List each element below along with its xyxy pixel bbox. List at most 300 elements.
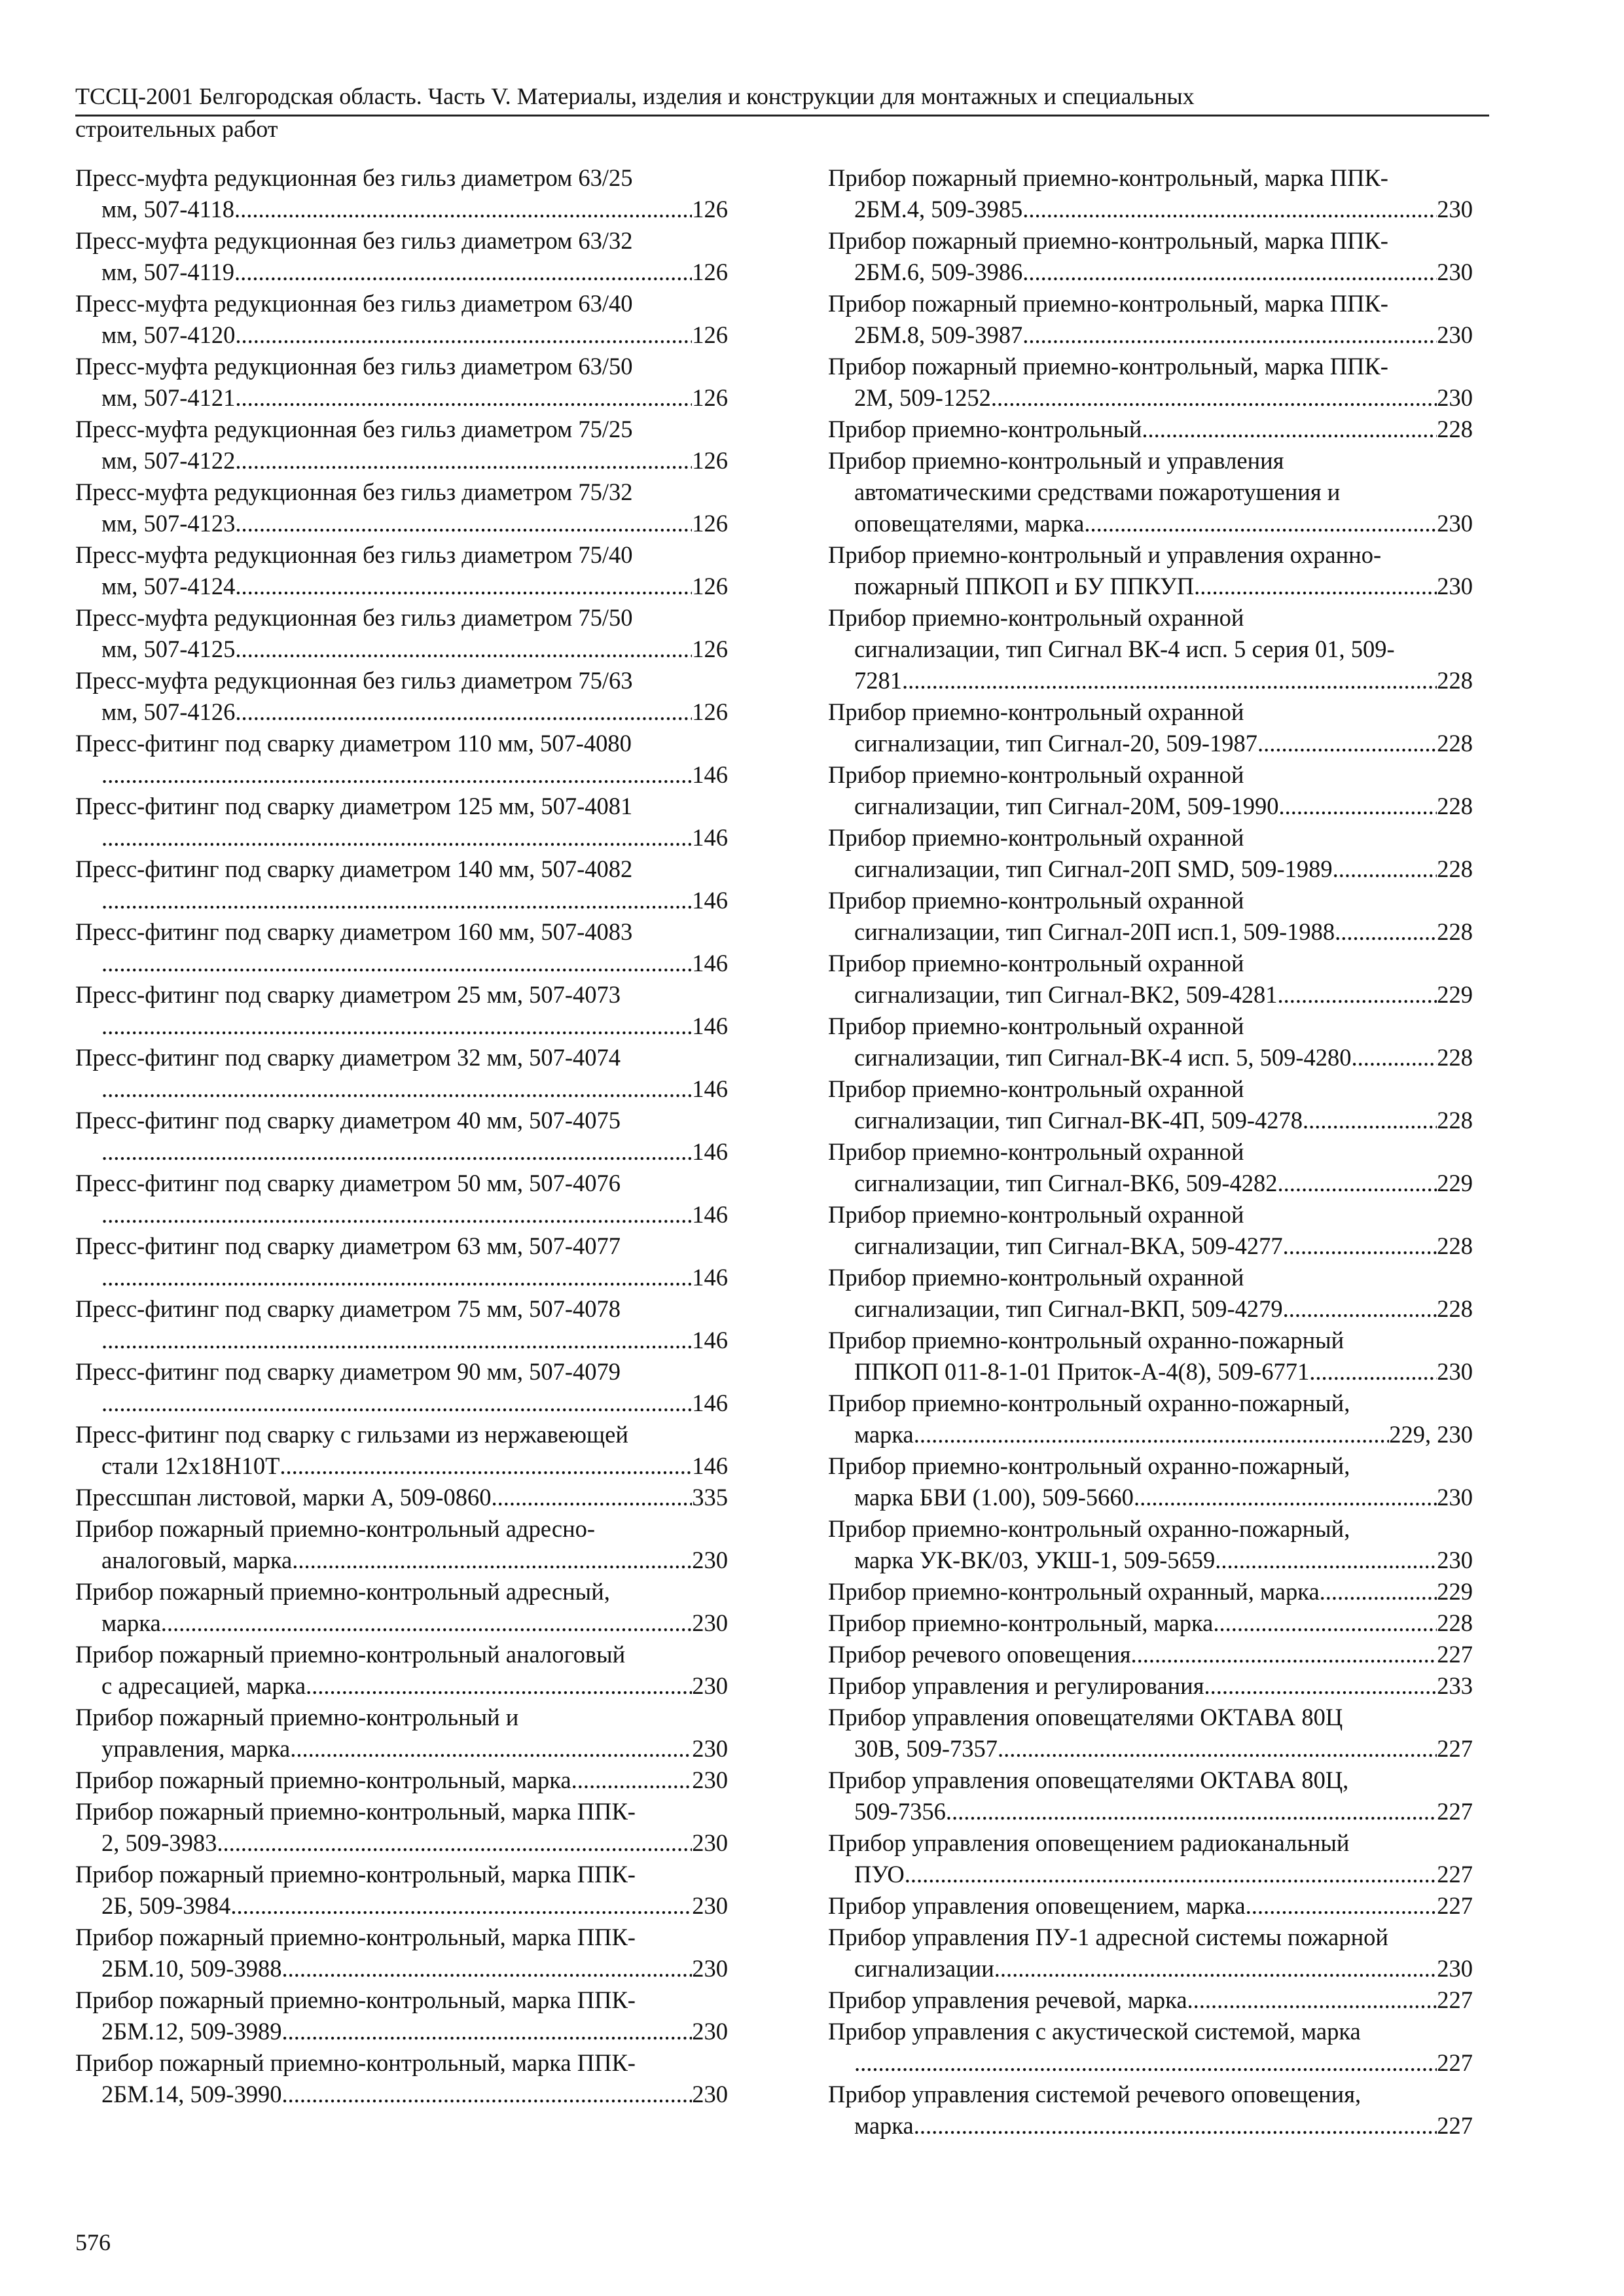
- entry-text: 2БМ.12, 509-3989: [101, 2018, 282, 2045]
- entry-page-ref: 227: [1437, 1861, 1473, 1888]
- leader-dots: [1187, 1984, 1437, 2016]
- leader-dots: [902, 665, 1437, 696]
- leader-dots: [290, 1733, 692, 1765]
- entry-text: Прибор пожарный приемно-контрольный, марка ППК-: [75, 1861, 636, 1888]
- entry-text: мм, 507-4126: [101, 698, 236, 725]
- entry-text: Пресс-фитинг под сварку диаметром 63 мм, 507-4077: [75, 1232, 621, 1259]
- entry-last-line: [828, 916, 1473, 948]
- entry-last-line: [75, 1136, 728, 1168]
- entry-page-ref: 126: [692, 636, 728, 662]
- leader-dots: [292, 1545, 692, 1576]
- leader-dots: [101, 885, 692, 916]
- entry-last-line: [75, 194, 728, 225]
- index-entry: [828, 1011, 1473, 1073]
- entry-text: Пресс-муфта редукционная без гильз диаметром 63/40: [75, 290, 633, 317]
- entry-page-ref: 230: [1437, 1484, 1473, 1511]
- entry-text: Пресс-фитинг под сварку диаметром 32 мм, 507-4074: [75, 1044, 621, 1071]
- entry-text: Прибор приемно-контрольный охранной: [828, 887, 1244, 914]
- entry-page-ref: 227: [1437, 1641, 1473, 1668]
- entry-page-ref: 229: [1437, 981, 1473, 1008]
- index-entry: [75, 1639, 728, 1702]
- entry-text: Прибор управления оповещением радиоканальный: [828, 1829, 1350, 1856]
- entry-page-ref: 228: [1437, 1295, 1473, 1322]
- entry-last-line: [75, 948, 728, 979]
- entry-text: сигнализации, тип Сигнал-20, 509-1987: [854, 730, 1258, 757]
- entry-page-ref: 126: [692, 447, 728, 474]
- index-entry: [828, 1136, 1473, 1199]
- entry-text: Прибор приемно-контрольный: [828, 416, 1142, 442]
- entry-last-line: [828, 1796, 1473, 1827]
- index-entry: [828, 1199, 1473, 1262]
- entry-last-line: [75, 1670, 728, 1702]
- entry-text: мм, 507-4118: [101, 196, 234, 223]
- entry-text: Прибор пожарный приемно-контрольный, марка ППК-: [828, 353, 1388, 380]
- index-entry: [75, 1168, 728, 1230]
- entry-last-line: [828, 728, 1473, 759]
- entry-page-ref: 228: [1437, 1107, 1473, 1134]
- index-entry: [828, 1670, 1473, 1702]
- entry-text: Прибор пожарный приемно-контрольный, марка ППК-: [75, 1924, 636, 1950]
- entry-last-line: [828, 571, 1473, 602]
- entry-page-ref: 146: [692, 1201, 728, 1228]
- leader-dots: [1134, 1482, 1437, 1513]
- entry-page-ref: 228: [1437, 855, 1473, 882]
- index-entry: [828, 759, 1473, 822]
- entry-text: Прибор пожарный приемно-контрольный, марка ППК-: [75, 1986, 636, 2013]
- entry-page-ref: 126: [692, 384, 728, 411]
- entry-text: марка: [101, 1609, 161, 1636]
- index-entry: [75, 1922, 728, 1984]
- entry-last-line: [828, 1607, 1473, 1639]
- entry-text: Прибор управления и регулирования: [828, 1672, 1204, 1699]
- index-column-right: [828, 162, 1473, 2142]
- entry-last-line: [828, 1293, 1473, 1325]
- entry-text: Прибор управления оповещателями ОКТАВА 80Ц: [828, 1704, 1343, 1731]
- entry-text: Прибор управления ПУ-1 адресной системы пожарной: [828, 1924, 1388, 1950]
- entry-page-ref: 228: [1437, 1609, 1473, 1636]
- leader-dots: [161, 1607, 693, 1639]
- entry-last-line: [75, 382, 728, 414]
- entry-last-line: [75, 2016, 728, 2047]
- leader-dots: [1213, 1607, 1437, 1639]
- entry-text: сигнализации, тип Сигнал-ВК-4 исп. 5, 509-4280: [854, 1044, 1352, 1071]
- entry-text: 2, 509-3983: [101, 1829, 217, 1856]
- index-entry: [828, 1388, 1473, 1450]
- entry-text: 30В, 509-7357: [854, 1735, 998, 1762]
- entry-text: 7281: [854, 667, 902, 694]
- entry-page-ref: 227: [1437, 1986, 1473, 2013]
- entry-text: Прибор приемно-контрольный охранной: [828, 1201, 1244, 1228]
- entry-last-line: [75, 822, 728, 853]
- entry-last-line: [75, 1482, 728, 1513]
- entry-last-line: [828, 665, 1473, 696]
- entry-page-ref: 230: [692, 1735, 728, 1762]
- entry-last-line: [828, 1545, 1473, 1576]
- index-entry: [828, 225, 1473, 288]
- entry-text: Прибор приемно-контрольный охранно-пожарный,: [828, 1452, 1350, 1479]
- entry-text: Прибор приемно-контрольный охранной: [828, 950, 1244, 977]
- entry-text: с адресацией, марка: [101, 1672, 306, 1699]
- entry-text: сигнализации, тип Сигнал-20П исп.1, 509-1988: [854, 918, 1335, 945]
- entry-text: Прибор приемно-контрольный охранно-пожарный,: [828, 1515, 1350, 1542]
- entry-page-ref: 230: [692, 2018, 728, 2045]
- entry-text: Прибор приемно-контрольный охранной: [828, 824, 1244, 851]
- leader-dots: [946, 1796, 1437, 1827]
- entry-text: 2Б, 509-3984: [101, 1892, 231, 1919]
- leader-dots: [1142, 414, 1437, 445]
- entry-text: Прибор приемно-контрольный охранно-пожарный: [828, 1327, 1344, 1354]
- entry-last-line: [75, 1199, 728, 1230]
- entry-page-ref: 230: [1437, 1955, 1473, 1982]
- entry-text: Пресс-муфта редукционная без гильз диаметром 63/50: [75, 353, 633, 380]
- leader-dots: [101, 1073, 692, 1105]
- entry-page-ref: 230: [1437, 259, 1473, 285]
- leader-dots: [306, 1670, 692, 1702]
- index-entry: [75, 1105, 728, 1168]
- index-entry: [75, 1482, 728, 1513]
- entry-page-ref: 126: [692, 698, 728, 725]
- entry-page-ref: 126: [692, 196, 728, 223]
- entry-text: Прибор пожарный приемно-контрольный, марка ППК-: [75, 1798, 636, 1825]
- leader-dots: [998, 1733, 1437, 1765]
- entry-page-ref: 146: [692, 1452, 728, 1479]
- leader-dots: [101, 1325, 692, 1356]
- entry-text: Прибор приемно-контрольный охранной: [828, 1138, 1244, 1165]
- leader-dots: [235, 382, 692, 414]
- index-entry: [828, 1639, 1473, 1670]
- entry-text: сигнализации, тип Сигнал-ВК2, 509-4281: [854, 981, 1278, 1008]
- entry-last-line: [828, 194, 1473, 225]
- leader-dots: [235, 571, 692, 602]
- index-entry: [75, 414, 728, 476]
- entry-page-ref: 229: [1437, 1170, 1473, 1196]
- entry-text: мм, 507-4123: [101, 510, 236, 537]
- entry-page-ref: 228: [1437, 1232, 1473, 1259]
- leader-dots: [1246, 1890, 1437, 1922]
- index-entry: [828, 696, 1473, 759]
- entry-last-line: [828, 257, 1473, 288]
- index-entry: [828, 1325, 1473, 1388]
- index-entry: [828, 1576, 1473, 1607]
- entry-page-ref: 230: [1437, 384, 1473, 411]
- entry-page-ref: 230: [1437, 1547, 1473, 1573]
- entry-last-line: [828, 979, 1473, 1011]
- index-column-left: [75, 162, 728, 2110]
- index-entry: [75, 1293, 728, 1356]
- entry-last-line: [828, 853, 1473, 885]
- leader-dots: [101, 759, 692, 791]
- entry-last-line: [828, 1168, 1473, 1199]
- entry-text: Прибор управления речевой, марка: [828, 1986, 1187, 2013]
- index-entry: [75, 1765, 728, 1796]
- entry-page-ref: 230: [692, 1609, 728, 1636]
- entry-page-ref: 230: [692, 1892, 728, 1919]
- entry-page-ref: 230: [1437, 321, 1473, 348]
- header-line-2: строительных работ: [75, 116, 278, 142]
- leader-dots: [280, 1450, 692, 1482]
- entry-page-ref: 228: [1437, 1044, 1473, 1071]
- leader-dots: [1279, 791, 1437, 822]
- index-entry: [828, 1765, 1473, 1827]
- entry-text: сигнализации, тип Сигнал ВК-4 исп. 5 серия 01, 509-: [854, 636, 1395, 662]
- entry-page-ref: 229, 230: [1389, 1421, 1473, 1448]
- entry-text: Пресс-фитинг под сварку диаметром 25 мм, 507-4073: [75, 981, 621, 1008]
- index-entry: [75, 1984, 728, 2047]
- entry-last-line: [75, 1765, 728, 1796]
- leader-dots: [101, 948, 692, 979]
- entry-page-ref: 146: [692, 950, 728, 977]
- entry-text: оповещателями, марка: [854, 510, 1085, 537]
- entry-last-line: [828, 1984, 1473, 2016]
- entry-text: марка УК-ВК/03, УКШ-1, 509-5659: [854, 1547, 1216, 1573]
- leader-dots: [914, 1419, 1390, 1450]
- entry-text: Пресс-муфта редукционная без гильз диаметром 63/25: [75, 164, 633, 191]
- index-entry: [75, 1702, 728, 1765]
- entry-page-ref: 146: [692, 887, 728, 914]
- leader-dots: [101, 1011, 692, 1042]
- entry-text: Прибор управления с акустической системой, марка: [828, 2018, 1361, 2045]
- index-entry: [828, 2079, 1473, 2142]
- entry-text: автоматическими средствами пожаротушения и: [854, 478, 1341, 505]
- leader-dots: [1278, 979, 1437, 1011]
- entry-text: Пресс-фитинг под сварку диаметром 90 мм, 507-4079: [75, 1358, 621, 1385]
- entry-last-line: [75, 1733, 728, 1765]
- entry-page-ref: 146: [692, 761, 728, 788]
- index-entry: [75, 1419, 728, 1482]
- entry-last-line: [828, 1670, 1473, 1702]
- entry-last-line: [75, 696, 728, 728]
- leader-dots: [1283, 1293, 1437, 1325]
- entry-text: Прибор управления оповещателями ОКТАВА 80Ц,: [828, 1767, 1349, 1793]
- entry-last-line: [828, 1105, 1473, 1136]
- entry-text: марка: [854, 1421, 914, 1448]
- entry-last-line: [75, 1607, 728, 1639]
- leader-dots: [1194, 571, 1437, 602]
- entry-text: Прибор пожарный приемно-контрольный, марка ППК-: [828, 164, 1388, 191]
- leader-dots: [281, 2079, 692, 2110]
- leader-dots: [994, 1953, 1437, 1984]
- entry-last-line: [828, 1230, 1473, 1262]
- entry-text: Прибор приемно-контрольный охранной: [828, 1013, 1244, 1039]
- entry-text: Прибор пожарный приемно-контрольный адресный,: [75, 1578, 610, 1605]
- index-entry: [828, 288, 1473, 351]
- entry-text: Прибор пожарный приемно-контрольный, марка ППК-: [828, 290, 1388, 317]
- entry-text: Пресс-фитинг под сварку с гильзами из нержавеющей: [75, 1421, 628, 1448]
- leader-dots: [281, 2016, 692, 2047]
- entry-text: Пресс-фитинг под сварку диаметром 50 мм, 507-4076: [75, 1170, 621, 1196]
- entry-last-line: [828, 382, 1473, 414]
- entry-text: Пресс-фитинг под сварку диаметром 140 мм, 507-4082: [75, 855, 633, 882]
- entry-text: 2БМ.8, 509-3987: [854, 321, 1023, 348]
- entry-last-line: [828, 1859, 1473, 1890]
- entry-text: Прибор приемно-контрольный, марка: [828, 1609, 1214, 1636]
- entry-page-ref: 228: [1437, 416, 1473, 442]
- entry-last-line: [75, 445, 728, 476]
- entry-page-ref: 146: [692, 1390, 728, 1416]
- index-entry: [828, 1262, 1473, 1325]
- entry-page-ref: 230: [1437, 1358, 1473, 1385]
- leader-dots: [235, 696, 692, 728]
- index-entry: [75, 665, 728, 728]
- index-entry: [75, 979, 728, 1042]
- entry-text: Пресс-фитинг под сварку диаметром 160 мм, 507-4083: [75, 918, 633, 945]
- leader-dots: [905, 1859, 1437, 1890]
- entry-last-line: [75, 1890, 728, 1922]
- entry-last-line: [828, 2110, 1473, 2142]
- index-entry: [828, 1607, 1473, 1639]
- entry-last-line: [828, 1576, 1473, 1607]
- entry-text: мм, 507-4120: [101, 321, 236, 348]
- entry-page-ref: 227: [1437, 1735, 1473, 1762]
- entry-last-line: [828, 1639, 1473, 1670]
- entry-text: Пресс-муфта редукционная без гильз диаметром 75/32: [75, 478, 633, 505]
- entry-text: Прибор приемно-контрольный охранной: [828, 1075, 1244, 1102]
- entry-last-line: [75, 1011, 728, 1042]
- leader-dots: [235, 445, 692, 476]
- entry-last-line: [828, 1953, 1473, 1984]
- entry-text: пожарный ППКОП и БУ ППКУП: [854, 573, 1195, 600]
- leader-dots: [101, 1262, 692, 1293]
- entry-last-line: [75, 319, 728, 351]
- leader-dots: [1309, 1356, 1437, 1388]
- entry-text: мм, 507-4124: [101, 573, 236, 600]
- entry-page-ref: 230: [692, 1829, 728, 1856]
- entry-text: 2М, 509-1252: [854, 384, 991, 411]
- entry-page-ref: 233: [1437, 1672, 1473, 1699]
- entry-text: сигнализации: [854, 1955, 994, 1982]
- entry-last-line: [75, 1325, 728, 1356]
- entry-text: Прибор приемно-контрольный и управления: [828, 447, 1284, 474]
- entry-text: 2БМ.6, 509-3986: [854, 259, 1023, 285]
- leader-dots: [1022, 194, 1437, 225]
- entry-text: Прибор пожарный приемно-контрольный и: [75, 1704, 519, 1731]
- leader-dots: [991, 382, 1437, 414]
- entry-text: Прибор приемно-контрольный охранной: [828, 1264, 1244, 1291]
- entry-text: Пресс-фитинг под сварку диаметром 125 мм, 507-4081: [75, 793, 633, 819]
- leader-dots: [101, 1388, 692, 1419]
- entry-text: Прибор пожарный приемно-контрольный, марка ППК-: [828, 227, 1388, 254]
- entry-text: мм, 507-4125: [101, 636, 236, 662]
- entry-page-ref: 230: [1437, 196, 1473, 223]
- entry-text: марка: [854, 2112, 914, 2139]
- leader-dots: [1352, 1042, 1437, 1073]
- index-entry: [828, 1890, 1473, 1922]
- entry-text: мм, 507-4122: [101, 447, 236, 474]
- entry-last-line: [75, 1073, 728, 1105]
- entry-text: 2БМ.4, 509-3985: [854, 196, 1023, 223]
- index-entry: [75, 1859, 728, 1922]
- index-entry: [75, 728, 728, 791]
- leader-dots: [1131, 1639, 1437, 1670]
- index-entry: [75, 1230, 728, 1293]
- entry-page-ref: 146: [692, 1327, 728, 1354]
- entry-text: Прибор приемно-контрольный охранный, марка: [828, 1578, 1320, 1605]
- entry-text: Прибор приемно-контрольный охранно-пожарный,: [828, 1390, 1350, 1416]
- leader-dots: [234, 257, 692, 288]
- entry-last-line: [828, 1042, 1473, 1073]
- entry-text: Прибор приемно-контрольный и управления охранно-: [828, 541, 1382, 568]
- entry-text: 509-7356: [854, 1798, 946, 1825]
- entry-text: сигнализации, тип Сигнал-20М, 509-1990: [854, 793, 1279, 819]
- leader-dots: [235, 508, 692, 539]
- index-entry: [828, 539, 1473, 602]
- entry-page-ref: 228: [1437, 918, 1473, 945]
- leader-dots: [1022, 319, 1437, 351]
- leader-dots: [571, 1765, 693, 1796]
- index-entry: [828, 948, 1473, 1011]
- header-line-1: ТССЦ-2001 Белгородская область. Часть V. Материалы, изделия и конструкции для монтажных и специальных: [75, 83, 1195, 109]
- index-entry: [828, 1922, 1473, 1984]
- entry-text: Прибор приемно-контрольный охранной: [828, 698, 1244, 725]
- leader-dots: [235, 319, 692, 351]
- index-entry: [75, 476, 728, 539]
- leader-dots: [101, 822, 692, 853]
- index-entry: [75, 602, 728, 665]
- leader-dots: [1303, 1105, 1437, 1136]
- index-entry: [75, 791, 728, 853]
- index-entry: [828, 1984, 1473, 2016]
- leader-dots: [1278, 1168, 1437, 1199]
- entry-page-ref: 335: [692, 1484, 728, 1511]
- entry-text: марка БВИ (1.00), 509-5660: [854, 1484, 1134, 1511]
- leader-dots: [234, 194, 692, 225]
- index-entry: [828, 1073, 1473, 1136]
- index-entry: [828, 414, 1473, 445]
- entry-page-ref: 146: [692, 1013, 728, 1039]
- index-entry: [75, 1513, 728, 1576]
- entry-text: Прибор управления системой речевого оповещения,: [828, 2081, 1362, 2108]
- index-entry: [75, 2047, 728, 2110]
- index-entry: [75, 853, 728, 916]
- entry-page-ref: 228: [1437, 793, 1473, 819]
- entry-page-ref: 230: [1437, 573, 1473, 600]
- leader-dots: [1215, 1545, 1437, 1576]
- entry-text: Прибор пожарный приемно-контрольный аналоговый: [75, 1641, 626, 1668]
- page-number: 576: [75, 2229, 111, 2255]
- entry-text: сигнализации, тип Сигнал-20П SMD, 509-1989: [854, 855, 1333, 882]
- index-entry: [828, 1450, 1473, 1513]
- entry-page-ref: 146: [692, 1075, 728, 1102]
- entry-page-ref: 228: [1437, 730, 1473, 757]
- entry-page-ref: 126: [692, 573, 728, 600]
- index-entry: [828, 602, 1473, 696]
- leader-dots: [1204, 1670, 1437, 1702]
- entry-text: Пресс-муфта редукционная без гильз диаметром 75/40: [75, 541, 633, 568]
- entry-text: сигнализации, тип Сигнал-ВКП, 509-4279: [854, 1295, 1283, 1322]
- entry-page-ref: 146: [692, 824, 728, 851]
- index-entry: [75, 1576, 728, 1639]
- entry-last-line: [828, 1482, 1473, 1513]
- entry-text: 2БМ.10, 509-3988: [101, 1955, 282, 1982]
- entry-last-line: [75, 2079, 728, 2110]
- leader-dots: [101, 1136, 692, 1168]
- entry-page-ref: 126: [692, 259, 728, 285]
- entry-text: Пресс-муфта редукционная без гильз диаметром 75/25: [75, 416, 633, 442]
- leader-dots: [1084, 508, 1437, 539]
- entry-last-line: [75, 1262, 728, 1293]
- entry-page-ref: 230: [692, 1672, 728, 1699]
- entry-page-ref: 146: [692, 1138, 728, 1165]
- entry-page-ref: 228: [1437, 667, 1473, 694]
- entry-page-ref: 227: [1437, 2049, 1473, 2076]
- entry-last-line: [828, 1356, 1473, 1388]
- index-entry: [828, 351, 1473, 414]
- entry-text: Пресс-муфта редукционная без гильз диаметром 75/63: [75, 667, 633, 694]
- running-header: [75, 82, 1489, 142]
- entry-last-line: [75, 1388, 728, 1419]
- entry-last-line: [828, 1733, 1473, 1765]
- index-entry: [75, 351, 728, 414]
